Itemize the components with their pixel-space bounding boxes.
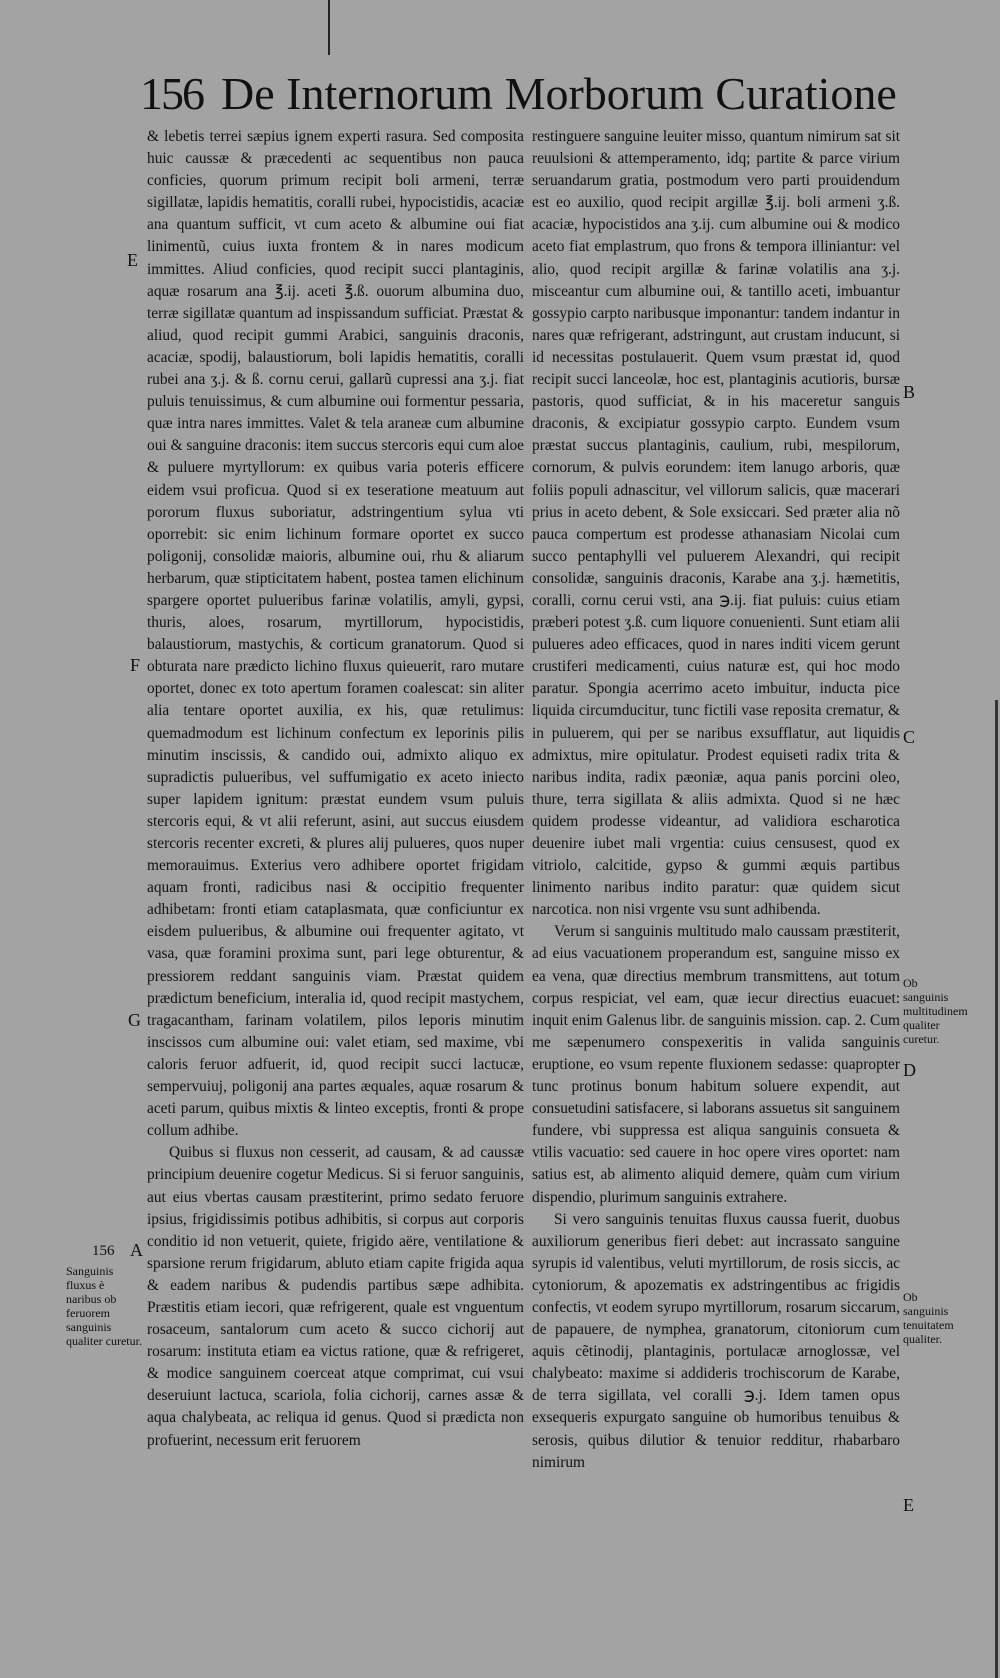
- margin-note: Sanguinis fluxus è naribus ob feruorem sanguinis qualiter curetur.: [66, 1264, 142, 1348]
- section-marker: G: [128, 1010, 141, 1030]
- page-edge: [995, 700, 998, 1678]
- section-marker: F: [130, 655, 141, 675]
- paragraph: Quibus si fluxus non cesserit, ad causam, & ad caussæ principium deuenire cogetur Medicus. Si si feruor sanguinis, aut eius vbertas causam præstiterint, primo sedato feruore ipsius, frigidissimis potibus adhibitis, si corpus aut corporis conditio id non vetuerit, quiete, frigido aëre, ventilatione & sparsione rerum frigidarum, abluto etiam capite frigida aqua & eadem naribus & pudendis partibus sæpe adhibita. Præstitis etiam iecori, quæ refrigerent, quale est vnguentum rosaceum, santalorum cum aceto & succo cichorij aut rosarum: instituta etiam ea victus ratione, quæ & refrigeret, & modice sanguinem coerceat atque comprimat, cui vsui deseruiunt lactuca, scariola, folia cichorij, carnes assæ & aqua chalybeata, ac reliqua id genus. Quod si prædicta non profuerint, necessum erit feruorem: [147, 1144, 524, 1449]
- section-marker: E: [127, 250, 138, 270]
- paragraph: & lebetis terrei sæpius ignem experti rasura. Sed composita huic caussæ & præcedenti ac sequentibus non pauca conficies, quorum primum recipit boli armeni, terræ sigillatæ, lapidis hematitis, coralli rubei, hypocistidis, acaciæ ana quantum sufficit, vt cum aceto & albumine oui fiat linimentũ, cuius iuxta frontem & in nares modicum immittes. Aliud conficies, quod recipit succi plantaginis, aquæ rosarum ana ℥.ij. aceti ℥.ß. ouorum albumina duo, terræ sigillatæ quantum ad inspissandum sufficiat. Præstat & aliud, quod recipit gummi Arabici, sanguinis draconis, acaciæ, spodij, balaustiorum, boli lapidis hematitis, coralli rubei ana ʒ.j. & ß. cornu cerui, gallarũ cupressi ana ʒ.j. fiat puluis tenuissimus, & cum albumine oui formentur pessaria, quæ intra nares immittes. Valet & tela araneæ cum albumine oui & sanguine draconis: item succus stercoris equi cum aloe & puluere myrtyllorum: ex quibus varia poteris efficere eidem vsui proficua. Quod si ex teseratione meatuum aut pororum fluxus suboriatur, adstringentium sylua vti oporrebit: sic enim lichinum formare oportet ex succo poligonij, consolidæ maioris, albumine oui, rhu & aliarum herbarum, quæ stipticitatem habent, postea tamen elichinum spargere oportet pulueribus farinæ volatilis, amyli, gypsi, thuris, aloes, rosarum, myrtillorum, hypocistidis, balaustiorum, mastychis, & corticum granatorum. Quod si obturata nare prædicto lichino fluxus quieuerit, raro mutare oportet, donec ex toto apertum foramen coalescat: sin aliter alia tentare oportet auxilia, ex his, quæ retulimus: quemadmodum est lichinum confectum ex leporinis pilis minutim inscissis, & candido oui, admixto aliquo ex supradictis pulueribus, vel suffumigatio ex aceto iniecto super lapidem ignitum: præstat eundem vsum puluis stercoris equi, & vt alii referunt, asini, aut succus eiusdem stercoris recenter excreti, & plures alij pulueres, quos nuper memorauimus. Exterius vero adhibere oportet frigidam aquam fronti, radicibus nasi & occipitio frequenter adhibetam: fronti etiam cataplasmata, quæ conficiuntur ex eisdem pulueribus, & albumine oui frequenter agitato, vt vasa, quæ foramini proxima sunt, pari lege obturentur, & pressiorem reddant sanguinis viam. Præstat quidem prædictum beneficium, interalia id, quod recipit mastychem, tragacantham, farinam volatilem, pilos leporis minutim inscissos cum albumine oui: valet etiam, sed maxime, vbi caloris feruor adfuerit, id, quod recipit succi lactucæ, sempervuiuj, poligonij ana partes æquales, aquæ rosarum & aceti parum, quibus mixtis & linteo exceptis, fronti & prope collum adhibe.: [147, 128, 524, 1140]
- margin-note: Ob sanguinis tenuitatem qualiter.: [903, 1290, 954, 1346]
- left-column: [147, 126, 524, 1452]
- page-number: 156: [140, 68, 203, 119]
- section-marker: D: [903, 1060, 916, 1080]
- paragraph: restinguere sanguine leuiter misso, quantum nimirum sat sit reuulsioni & attemperamento, idq; partite & parce virium seruandarum gratia, postmodum vero parti prouidendum est eo auxilio, quod recipit argillæ ℥.ij. boli armeni ʒ.ß. acaciæ, hypocistidos ana ʒ.ij. cum albumine oui & modico aceto fiat emplastrum, quo frons & tempora illiniantur: vel alio, quod recipit argillæ & farinæ volatilis ana ʒ.j. misceantur cum albumine oui, & tantillo aceti, imbuantur gossypio carpto naribusque imponantur: tandem indantur in nares quæ refrigerant, adstringunt, aut crustam inducunt, si id necessitas postulauerit. Quem vsum præstat id, quod recipit succi lanceolæ, hoc est, plantaginis acutioris, bursæ pastoris, quod sufficiat, & in his maceretur sanguis draconis, & excipiatur gossypio carpto. Eundem vsum præstat succus plantaginis, caulium, rubi, mespilorum, cornorum, & pulvis eorundem: item lanugo arboris, quæ foliis populi adnascitur, vel villorum salicis, quæ macerari prius in aceto debent, & Sole exsiccari. Sed præter alia nõ pauca compertum est prodesse athanasiam Nicolai cum succo pentaphylli vel puluerem Alexandri, qui recipit consolidæ, sanguinis draconis, Karabe ana ʒ.j. hæmetitis, coralli, cornu cerui vsti, ana ℈.ij. fiat puluis: cuius etiam præberi potest ʒ.ß. cum liquore conuenienti. Sunt etiam alii pulueres adeo efficaces, quod in nares inditi vicem gerunt crustiferi medicamenti, cuius naturæ est, qui hoc modo paratur. Spongia acerrimo aceto imbuitur, inducta pice liquida circumducitur, tunc fictili vase reposita crematur, & in puluerem, qui per se naribus exsufflatur, aut liquidis admixtus, mire opitulatur. Prodest equiseti radix trita & naribus indita, radix pæoniæ, aqua panis porcini oleo, thure, terra sigillata & aliis admixta. Quod si ne hæc quidem prodesse videantur, ad validiora escharotica deuenire iubet mali vrgentia: cuius censusest, quod ex vitriolo, calcitide, gypso & gummi æquis partibus linimento naribus indito paratur: quæ quidem sicut narcotica. non nisi vrgente vsu sunt adhibenda.: [532, 128, 900, 919]
- gutter-line: [328, 0, 330, 55]
- margin-number: 156: [92, 1243, 115, 1259]
- margin-note: Ob sanguinis multitudinem qualiter curetur.: [903, 976, 968, 1046]
- running-header: [140, 64, 897, 124]
- section-marker: E: [903, 1495, 914, 1515]
- section-marker: C: [903, 727, 916, 747]
- section-marker: B: [903, 382, 916, 402]
- paragraph: Si vero sanguinis tenuitas fluxus caussa fuerit, duobus auxiliorum generibus fieri debet: aut incrassato sanguine syrupis id valentibus, veluti myrtillorum, de rosis siccis, ac cytoniorum, & apozematis ex adstringentibus ac frigidis confectis, vt eodem syrupo myrtillorum, rosarum siccarum, de papauere, de nymphea, granatorum, citoniorum cum aquis cẽtinodij, plantaginis, portulacæ arnoglossæ, vel chalybeato: maxime si addideris trochiscorum de Karabe, de terra sigillata, vel coralli ℈.j. Idem tamen opus exsequeris expurgato sanguine ob humoribus tenuibus & serosis, quibus dilutior & tenuior redditur, rhabarbaro nimirum: [532, 1210, 900, 1471]
- section-marker: A: [130, 1240, 143, 1260]
- running-title: De Internorum Morborum Curatione: [221, 68, 897, 119]
- right-column: [532, 126, 900, 1474]
- paragraph: Verum si sanguinis multitudo malo caussam præstiterit, ad eius vacuationem properandum est, sanguine misso ex ea vena, quæ directius membrum transmittens, aut totum corpus respiciat, vel eam, quæ iecur directius euacuet: inquit enim Galenus libr. de sanguinis mission. cap. 2. Cum me sæpenumero conspexeritis in valida sanguinis eruptione, eo vsum repente fluxionem sedasse: quapropter tunc protinus bonum habitum soluere expendit, aut consuetudini satisfacere, si laborans assuetus sit sanguinem fundere, vbi suppressa est aliqua sanguinis consueta & vtilis vacuatio: sed cauere in hoc opere vires oportet: nam satius est, ab alimento aliquid demere, quàm cum virium dispendio, plurimum sanguinis extrahere.: [532, 923, 900, 1206]
